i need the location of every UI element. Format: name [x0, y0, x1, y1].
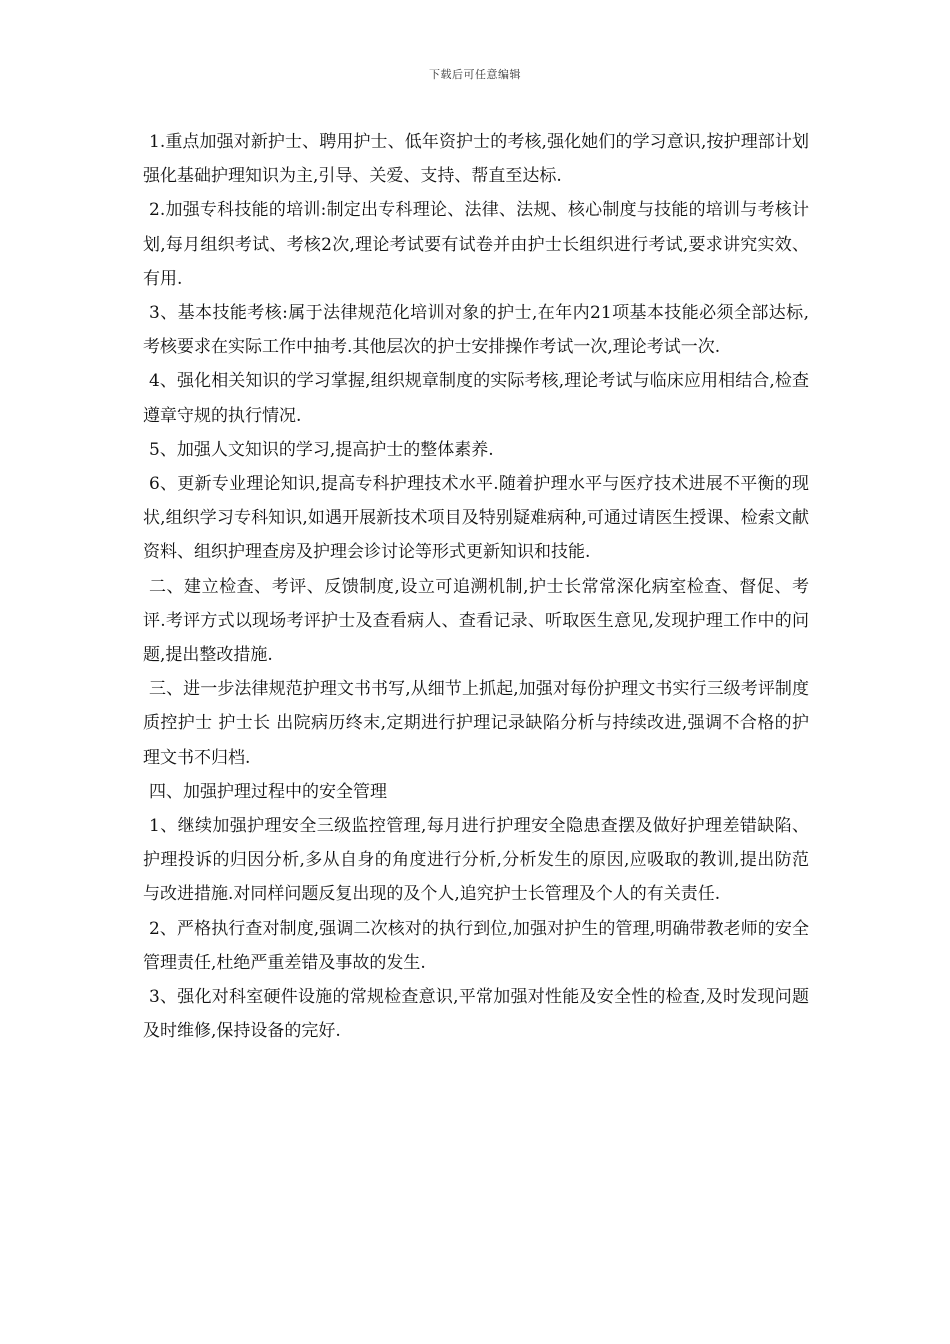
- paragraph-6: 6、更新专业理论知识,提高专科护理技术水平.随着护理水平与医疗技术进展不平衡的现状,组织学习专科知识,如遇开展新技术项目及特别疑难病种,可通过请医生授课、检索文献资料、组织护理查房及护理会诊讨论等形式更新知识和技能.: [143, 474, 809, 563]
- paragraph-3: 3、基本技能考核:属于法律规范化培训对象的护士,在年内21项基本技能必须全部达标,考核要求在实际工作中抽考.其他层次的护士安排操作考试一次,理论考试一次.: [143, 303, 809, 358]
- paragraph-2: 2.加强专科技能的培训:制定出专科理论、法律、法规、核心制度与技能的培训与考核计划,每月组织考试、考核2次,理论考试要有试卷并由护士长组织进行考试,要求讲究实效、有用.: [143, 200, 809, 289]
- document-body: [143, 125, 809, 1048]
- section-3-paragraph: 三、进一步法律规范护理文书书写,从细节上抓起,加强对每份护理文书实行三级考评制度质控护士 护士长 出院病历终末,定期进行护理记录缺陷分析与持续改进,强调不合格的护理文书不归档.: [143, 679, 809, 768]
- section-4-item-3: 3、强化对科室硬件设施的常规检查意识,平常加强对性能及安全性的检查,及时发现问题及时维修,保持设备的完好.: [143, 987, 809, 1042]
- section-4-heading: 四、加强护理过程中的安全管理: [149, 781, 387, 802]
- paragraph-4: 4、强化相关知识的学习掌握,组织规章制度的实际考核,理论考试与临床应用相结合,检查遵章守规的执行情况.: [143, 371, 809, 426]
- section-4-item-1: 1、继续加强护理安全三级监控管理,每月进行护理安全隐患查摆及做好护理差错缺陷、护理投诉的归因分析,多从自身的角度进行分析,分析发生的原因,应吸取的教训,提出防范与改进措施.对同样问题反复出现的及个人,追究护士长管理及个人的有关责任.: [143, 816, 809, 905]
- section-2-paragraph: 二、建立检查、考评、反馈制度,设立可追溯机制,护士长常常深化病室检查、督促、考评.考评方式以现场考评护士及查看病人、查看记录、听取医生意见,发现护理工作中的问题,提出整改措施.: [143, 576, 809, 666]
- paragraph-1: 1.重点加强对新护士、聘用护士、低年资护士的考核,强化她们的学习意识,按护理部计划强化基础护理知识为主,引导、关爱、支持、帮直至达标.: [143, 132, 809, 187]
- paragraph-5: 5、加强人文知识的学习,提高护士的整体素养.: [149, 439, 494, 460]
- header-note: 下载后可任意编辑: [429, 68, 521, 81]
- section-4-item-2: 2、严格执行查对制度,强调二次核对的执行到位,加强对护生的管理,明确带教老师的安全管理责任,杜绝严重差错及事故的发生.: [143, 918, 809, 973]
